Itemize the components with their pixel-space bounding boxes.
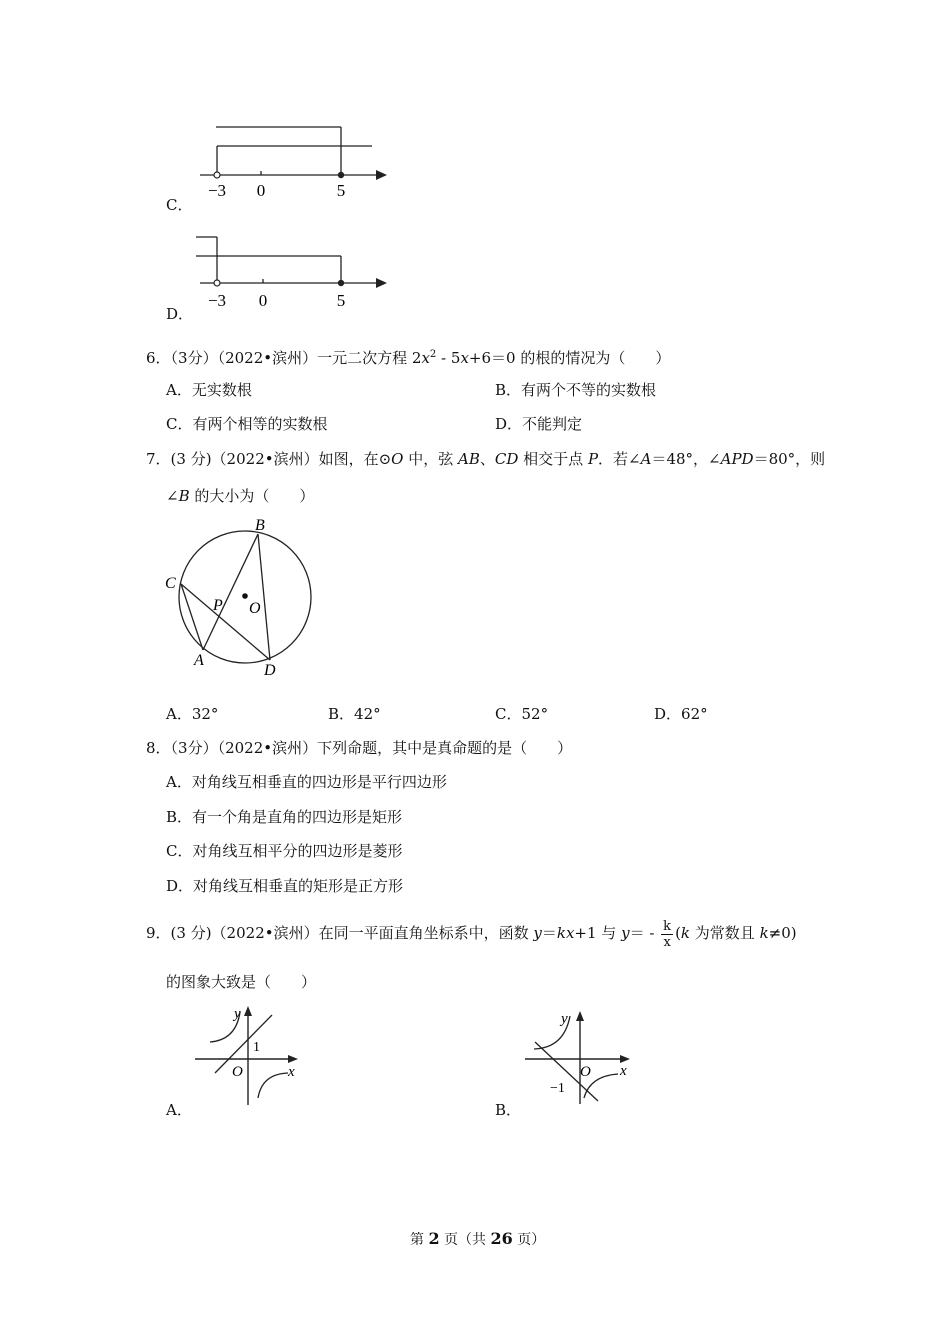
question-6-stem: 6．（3分）（2022•滨州）一元二次方程 $2x^2 - 5x+6=0$ 的根的情况为（ ） xyxy=(146,349,671,367)
label-y: y xyxy=(561,1011,568,1027)
circle-geometry-figure xyxy=(160,512,330,682)
axis-arrow xyxy=(376,278,387,288)
y-axis-arrow xyxy=(576,1011,584,1021)
current-page: 2 xyxy=(428,1229,440,1248)
q7-option-d[interactable]: D．62° xyxy=(654,705,708,723)
label-minus1: −1 xyxy=(550,1081,565,1096)
label-minus3: −3 xyxy=(207,291,227,310)
label-x: x xyxy=(288,1064,295,1080)
q6-option-a[interactable]: A．无实数根 xyxy=(166,381,252,399)
x-axis-arrow xyxy=(620,1055,630,1063)
linear-graph xyxy=(215,1015,272,1073)
question-7-stem-line2: ∠B 的大小为（ ） xyxy=(166,487,315,505)
label-1: 1 xyxy=(253,1040,260,1055)
open-point-minus3 xyxy=(214,172,220,178)
label-o: O xyxy=(580,1064,591,1080)
label-minus3: −3 xyxy=(207,181,227,200)
q7-option-b[interactable]: B．42° xyxy=(328,705,381,723)
q9-option-a[interactable]: A． xyxy=(166,1101,192,1119)
label-p: P xyxy=(213,597,223,614)
hyperbola-branch-lower-right xyxy=(258,1073,288,1098)
center-point xyxy=(242,593,248,599)
question-9-stem-line2: 的图象大致是（ ） xyxy=(166,973,317,991)
q6-option-d[interactable]: D．不能判定 xyxy=(495,415,583,433)
number-line-option-d xyxy=(190,230,400,320)
q8-option-a[interactable]: A．对角线互相垂直的四边形是平行四边形 xyxy=(166,773,447,791)
label-b: B xyxy=(255,517,265,534)
label-5: 5 xyxy=(336,291,346,310)
graph-option-b xyxy=(520,1004,640,1116)
total-pages: 26 xyxy=(490,1229,513,1248)
q6-option-c[interactable]: C．有两个相等的实数根 xyxy=(166,415,328,433)
chord-ab xyxy=(203,534,258,650)
open-point-minus3 xyxy=(214,280,220,286)
q7-option-a[interactable]: A．32° xyxy=(166,705,219,723)
fraction-k-over-x: $\frac{k}{x}$ xyxy=(663,918,672,950)
page-footer: 第 2 页（共 26 页） xyxy=(410,1229,546,1248)
x-axis-arrow xyxy=(288,1055,298,1063)
option-c-label: C． xyxy=(166,196,193,214)
label-0: 0 xyxy=(256,181,266,200)
segment-bd xyxy=(258,534,270,660)
label-0: 0 xyxy=(258,291,268,310)
question-8-stem: 8．（3分）（2022•滨州）下列命题，其中是真命题的是（ ） xyxy=(146,739,573,757)
axis-arrow xyxy=(376,170,387,180)
question-7-stem-line1: 7．(3 分)（2022•滨州）如图，在⊙O 中，弦 AB、CD 相交于点 P．若∠A＝48°，∠APD＝80°，则 xyxy=(146,450,826,468)
question-number: 6． xyxy=(146,349,171,367)
y-axis-arrow xyxy=(244,1006,252,1016)
question-9-stem-line1: 9．(3 分)（2022•滨州）在同一平面直角坐标系中，函数 y＝kx+1 与 y＝ - $\frac{k}{x}$ (k 为常数且 k≠0) xyxy=(146,918,797,950)
q7-option-c[interactable]: C．52° xyxy=(495,705,549,723)
score: （3分） xyxy=(170,349,218,367)
label-c: C xyxy=(165,575,176,592)
label-a: A xyxy=(194,652,204,669)
label-x: x xyxy=(620,1063,627,1079)
q8-option-d[interactable]: D．对角线互相垂直的矩形是正方形 xyxy=(166,877,404,895)
q6-option-b[interactable]: B．有两个不等的实数根 xyxy=(495,381,657,399)
number-line-option-c xyxy=(190,120,400,210)
label-o: O xyxy=(232,1064,243,1080)
label-d: D xyxy=(264,662,276,679)
label-5: 5 xyxy=(336,181,346,200)
solid-point-5 xyxy=(338,280,344,286)
option-d-label: D． xyxy=(166,305,194,323)
q9-option-b[interactable]: B． xyxy=(495,1101,522,1119)
label-o: O xyxy=(249,600,261,617)
label-y: y xyxy=(234,1006,241,1022)
q8-option-b[interactable]: B．有一个角是直角的四边形是矩形 xyxy=(166,808,403,826)
graph-option-a xyxy=(190,998,310,1110)
q8-option-c[interactable]: C．对角线互相平分的四边形是菱形 xyxy=(166,842,403,860)
solid-point-5 xyxy=(338,172,344,178)
source: （2022•滨州） xyxy=(217,349,318,367)
